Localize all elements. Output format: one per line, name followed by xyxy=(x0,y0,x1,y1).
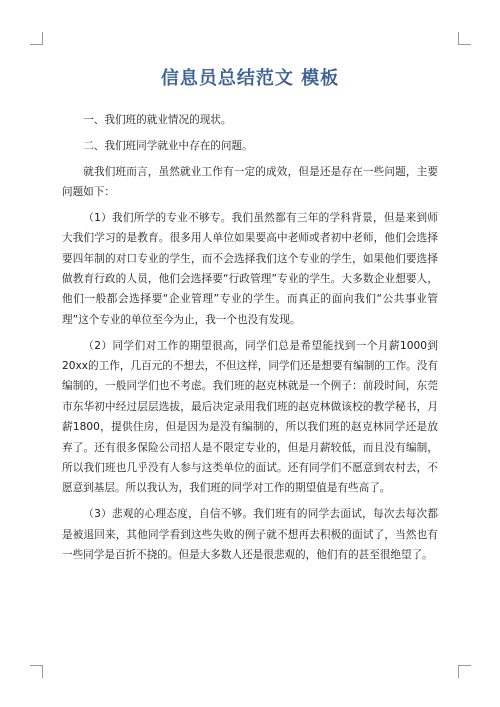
document-title: 信息员总结范文 模板 xyxy=(160,68,340,89)
corner-mark-bottom-left xyxy=(30,665,43,678)
corner-mark-bottom-right xyxy=(458,665,471,678)
intro-paragraph: 就我们班而言，虽然就业工作有一定的成效，但是还是存在一些问题，主要问题如下： xyxy=(62,165,438,198)
corner-mark-top-right xyxy=(458,32,471,45)
document-body xyxy=(62,110,438,571)
section-heading-2: 二、我们班同学就业中存在的问题。 xyxy=(83,139,253,152)
section-heading-1: 一、我们班的就业情况的现状。 xyxy=(83,114,232,126)
problem-2-paragraph: （2）同学们对工作的期望很高，同学们总是希望能找到一个月薪1000到20xx的工作，几百元的不想去，不但这样，同学们还是想要有编制的工作。没有编制的，一般同学们也不考虑。我们班的赵克林就是一个例子：前段时间，东莞市东华初中经过层层选拔，最后决定录用我们班的赵克林做该校的教学秘书，月薪1800，提供住房，但是因为是没有编制的，所以我们班的赵克林同学还是放弃了。还有很多保险公司招人是不限定专业的，但是月薪较低，而且没有编制，所以我们班也几乎没有人参与这类单位的面试。还有同学们不愿意到农村去，不愿意到基层。所以我认为，我们班的同学对工作的期望值是有些高了。 xyxy=(62,339,438,495)
corner-mark-top-left xyxy=(30,32,43,45)
problem-1-paragraph: （1）我们所学的专业不够专。我们虽然都有三年的学科背景，但是来到师大我们学习的是教育。很多用人单位如果要高中老师或者初中老师，他们会选择要四年制的对口专业的学生，而不会选择我们这个专业的学生，如果他们要选择做教育行政的人员，他们会选择要“行政管理”专业的学生。大多数企业想要人，他们一般都会选择要“企业管理”专业的学生。而真正的面向我们“公共事业管理”这个专业的单位至今为止，我一个也没有发现。 xyxy=(62,211,438,326)
problem-3-paragraph: （3）悲观的心理态度，自信不够。我们班有的同学去面试，每次去每次都是被退回来，其他同学看到这些失败的例子就不想再去积极的面试了，当然也有一些同学是百折不挠的。但是大多数人还是很悲观的，他们有的甚至很绝望了。 xyxy=(62,508,438,562)
